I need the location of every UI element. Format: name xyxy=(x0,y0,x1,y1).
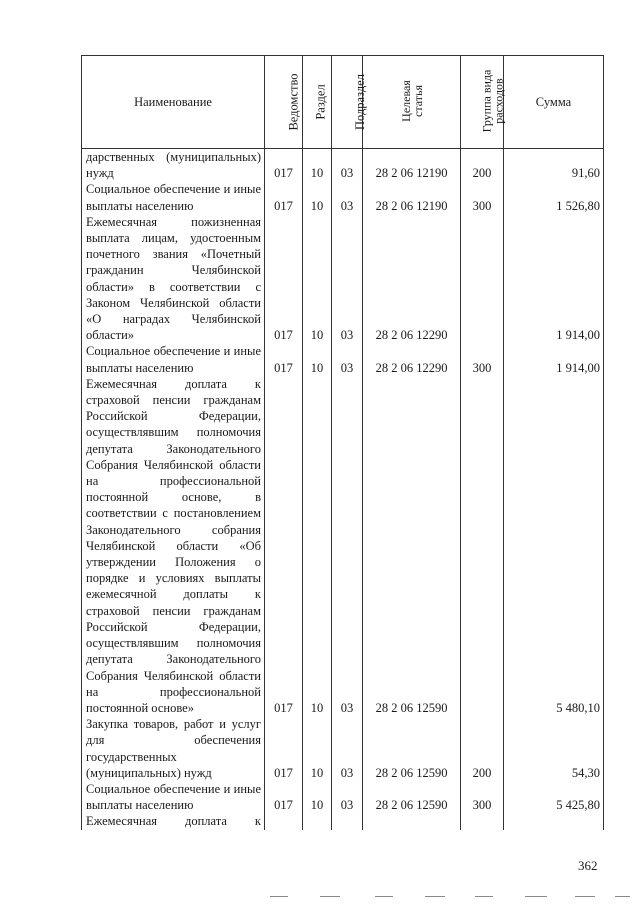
cell-name: Ежемесячная пожизненная выплата лицам, удостоенным почетного звания «Почетный гражданин Челябинской области» в соответствии с Законом Челябинской области «О наградах Челябинской области» xyxy=(82,214,265,344)
cell-name: Социальное обеспечение и иные выплаты населению xyxy=(82,781,265,813)
cell-statya: 28 2 06 12590 xyxy=(363,781,461,813)
cell-gruppa: 300 xyxy=(461,343,504,375)
cell-statya xyxy=(363,813,461,829)
table-row xyxy=(82,149,604,182)
cell-summa: 91,60 xyxy=(504,149,604,182)
cell-razdel: 10 xyxy=(303,376,332,716)
cell-statya: 28 2 06 12590 xyxy=(363,376,461,716)
cell-summa: 1 914,00 xyxy=(504,214,604,344)
cell-ved: 017 xyxy=(265,376,303,716)
cell-podrazdel: 03 xyxy=(332,149,363,182)
cell-summa: 5 425,80 xyxy=(504,781,604,813)
cell-ved: 017 xyxy=(265,214,303,344)
cell-ved xyxy=(265,813,303,829)
budget-table xyxy=(81,55,604,830)
cell-podrazdel: 03 xyxy=(332,181,363,213)
cell-summa: 54,30 xyxy=(504,716,604,781)
cell-statya: 28 2 06 12190 xyxy=(363,149,461,182)
cell-ved: 017 xyxy=(265,181,303,213)
table-row xyxy=(82,343,604,375)
cell-name: Ежемесячная доплата к страховой пенсии гражданам Российской Федерации, осуществлявшим полномочия депутата Законодательного Собрания Челябинской области на профессиональной постоянной основе, в соответствии с постановлением Законодательного собрания Челябинской области «Об утверждении Положения о порядке и условиях выплаты ежемесячной доплаты к страховой пенсии гражданам Российской Федерации, осуществлявшим полномочия депутата Законодательного Собрания Челябинской области на профессиональной постоянной основе» xyxy=(82,376,265,716)
cell-gruppa: 200 xyxy=(461,149,504,182)
table-row xyxy=(82,813,604,829)
cell-ved: 017 xyxy=(265,149,303,182)
page-number: 362 xyxy=(578,858,598,873)
cell-podrazdel: 03 xyxy=(332,343,363,375)
header-vedomstvo: Ведомство xyxy=(265,56,303,149)
cell-statya: 28 2 06 12590 xyxy=(363,716,461,781)
cell-gruppa: 300 xyxy=(461,781,504,813)
cell-name: Социальное обеспечение и иные выплаты населению xyxy=(82,181,265,213)
header-razdel: Раздел xyxy=(303,56,332,149)
table-header-row xyxy=(82,56,604,149)
table-row xyxy=(82,781,604,813)
cell-summa: 5 480,10 xyxy=(504,376,604,716)
cell-gruppa xyxy=(461,214,504,344)
cell-gruppa: 300 xyxy=(461,181,504,213)
cell-statya: 28 2 06 12290 xyxy=(363,214,461,344)
cell-name: Закупка товаров, работ и услуг для обеспечения государственных (муниципальных) нужд xyxy=(82,716,265,781)
header-celevaya-statya: Целевая статья xyxy=(363,56,461,149)
cell-podrazdel xyxy=(332,813,363,829)
cell-razdel: 10 xyxy=(303,149,332,182)
cell-podrazdel: 03 xyxy=(332,214,363,344)
cell-razdel xyxy=(303,813,332,829)
table-row xyxy=(82,181,604,213)
table-row xyxy=(82,376,604,716)
cell-summa: 1 914,00 xyxy=(504,343,604,375)
cell-summa xyxy=(504,813,604,829)
header-name: Наименование xyxy=(82,56,265,149)
table-row xyxy=(82,716,604,781)
header-summa: Сумма xyxy=(504,56,604,149)
cell-razdel: 10 xyxy=(303,716,332,781)
cell-name: Ежемесячная доплата к xyxy=(82,813,265,829)
cell-podrazdel: 03 xyxy=(332,376,363,716)
table-row xyxy=(82,214,604,344)
cell-podrazdel: 03 xyxy=(332,716,363,781)
cell-summa: 1 526,80 xyxy=(504,181,604,213)
cell-gruppa xyxy=(461,813,504,829)
table-body xyxy=(82,149,604,830)
cell-name: Социальное обеспечение и иные выплаты населению xyxy=(82,343,265,375)
cell-ved: 017 xyxy=(265,343,303,375)
cell-name: дарственных (муниципальных) нужд xyxy=(82,149,265,182)
header-gruppa-vida-rashodov: Группа вида расходов xyxy=(461,56,504,149)
cell-podrazdel: 03 xyxy=(332,781,363,813)
cell-razdel: 10 xyxy=(303,214,332,344)
cell-gruppa xyxy=(461,376,504,716)
cell-razdel: 10 xyxy=(303,781,332,813)
cell-statya: 28 2 06 12190 xyxy=(363,181,461,213)
cell-ved: 017 xyxy=(265,781,303,813)
header-podrazdel: Подраздел xyxy=(332,56,363,149)
cell-razdel: 10 xyxy=(303,181,332,213)
cell-statya: 28 2 06 12290 xyxy=(363,343,461,375)
bottom-scan-marks xyxy=(260,896,640,902)
cell-gruppa: 200 xyxy=(461,716,504,781)
cell-ved: 017 xyxy=(265,716,303,781)
cell-razdel: 10 xyxy=(303,343,332,375)
